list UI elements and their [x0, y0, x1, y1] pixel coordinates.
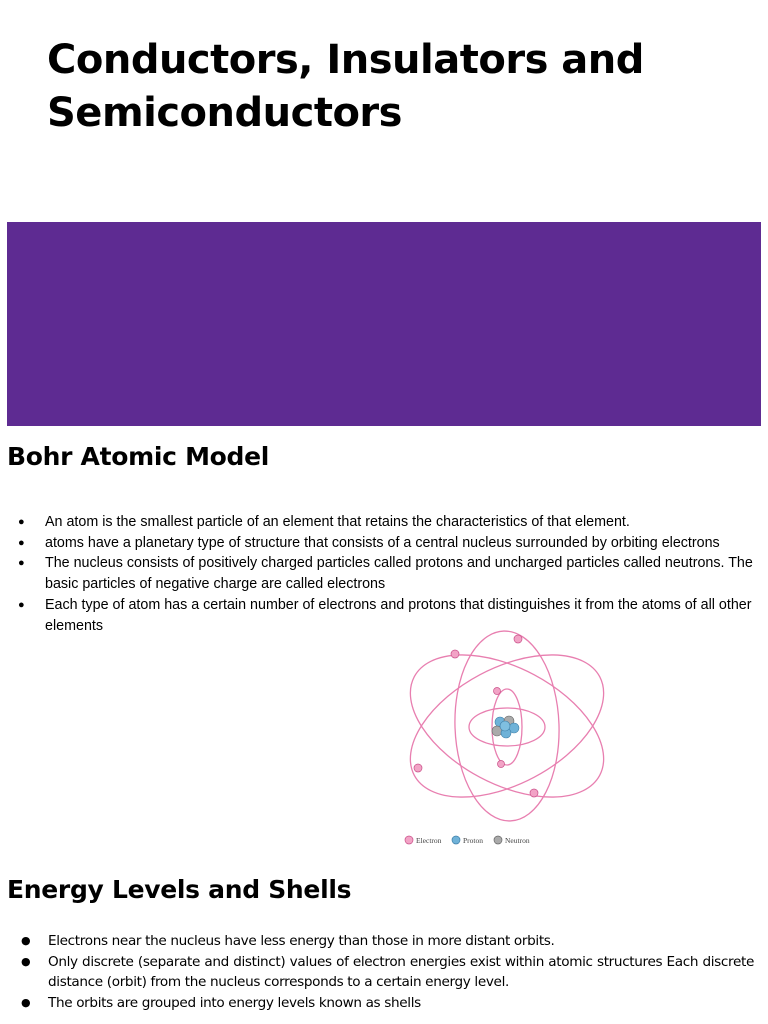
bullet-icon: ● [18, 536, 25, 549]
list-item: ● An atom is the smallest particle of an element that retains the characteristics of that element. [45, 512, 761, 533]
bohr-bullet-list [18, 512, 761, 636]
atom-diagram [396, 624, 610, 850]
list-item: ● Electrons near the nucleus have less energy than those in more distant orbits. [48, 931, 754, 952]
electron-icon [451, 650, 459, 658]
electron-icon [414, 764, 422, 772]
list-item: ● atoms have a planetary type of structure that consists of a central nucleus surrounded by orbiting electrons [45, 533, 761, 554]
electron-icon [494, 688, 501, 695]
proton-legend-icon [452, 836, 460, 844]
section-heading-bohr: Bohr Atomic Model [7, 442, 270, 471]
bullet-icon: ● [18, 598, 25, 611]
legend [405, 836, 530, 845]
list-item: ● Each type of atom has a certain number of electrons and protons that distinguishes it from the atoms of all other elements [18, 596, 752, 634]
list-item: ● Only discrete (separate and distinct) values of electron energies exist within atomic structures Each discrete distance (orbit) from the nucleus corresponds to a certain energy level. [21, 953, 754, 990]
bullet-icon: ● [21, 954, 31, 968]
electron-icon [514, 635, 522, 643]
bullet-icon: ● [18, 557, 25, 570]
bullet-icon: ● [21, 934, 31, 947]
neutron-legend-icon [494, 836, 502, 844]
legend-neutron: Neutron [505, 836, 530, 845]
list-item: ● The orbits are grouped into energy levels known as shells [48, 993, 754, 1014]
electron-icon [498, 761, 505, 768]
bullet-icon: ● [18, 516, 25, 528]
banner-image [7, 222, 761, 426]
electron-icon [530, 789, 538, 797]
list-item: ● The nucleus consists of positively charged particles called protons and uncharged particles called neutrons. The basic particles of negative charge are called electrons [18, 555, 753, 593]
legend-electron: Electron [416, 836, 442, 845]
section-heading-energy-levels: Energy Levels and Shells [7, 875, 352, 904]
electron-legend-icon [405, 836, 413, 844]
energy-bullet-list [21, 931, 754, 1013]
bullet-icon: ● [21, 995, 31, 1009]
legend-proton: Proton [463, 836, 484, 845]
nucleus-icon [492, 716, 519, 738]
page-title: Conductors, Insulators and Semiconductors [47, 37, 644, 136]
